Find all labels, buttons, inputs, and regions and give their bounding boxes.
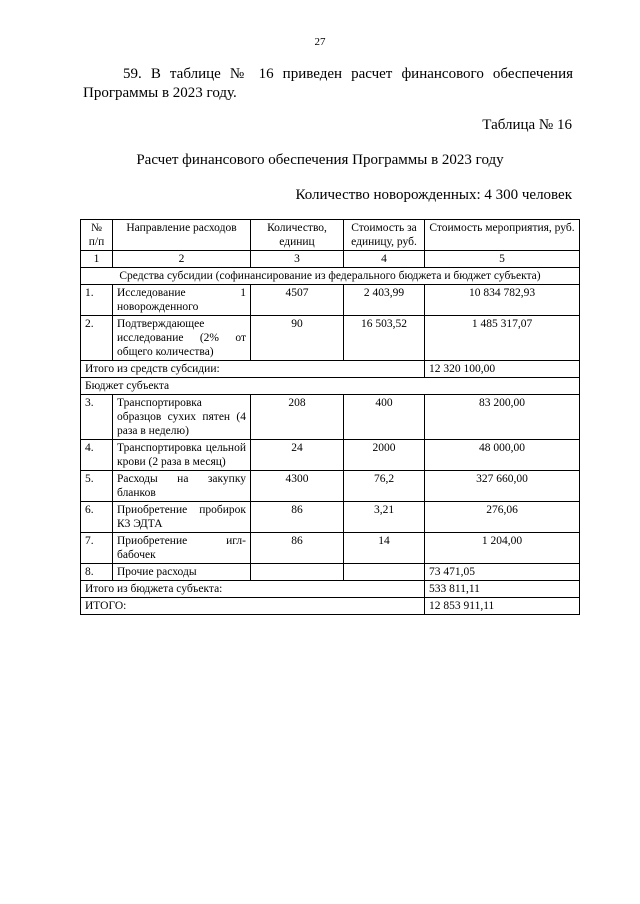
total-cost: 1 485 317,07 [425,316,580,361]
section-budget: Бюджет субъекта [81,378,580,395]
intro-paragraph: 59. В таблице № 16 приведен расчет финансового обеспечения Программы в 2023 году. [83,66,573,101]
total-cost: 276,06 [425,502,580,533]
quantity: 208 [251,395,344,440]
unit-cost: 16 503,52 [344,316,425,361]
section-row [81,378,580,395]
unit-cost: 400 [344,395,425,440]
row-number: 6. [81,502,113,533]
grand-total-row [81,598,580,615]
total-cost: 10 834 782,93 [425,285,580,316]
expense-name: Исследование 1 новорожденного [113,285,251,316]
budget-total-label: Итого из бюджета субъекта: [81,581,425,598]
quantity: 4300 [251,471,344,502]
expense-name: Расходы на закупку бланков [113,471,251,502]
row-number: 7. [81,533,113,564]
total-cost: 1 204,00 [425,533,580,564]
table-row [81,316,580,361]
header-cell: Стоимость мероприятия, руб. [425,220,580,251]
table-title: Расчет финансового обеспечения Программы в 2023 году [136,152,504,168]
unit-cost: 2 403,99 [344,285,425,316]
header-row [81,220,580,251]
table-row [81,285,580,316]
expense-name: Подтверждающее исследование (2% от общего количества) [113,316,251,361]
subtotal-row [81,361,580,378]
total-cost: 327 660,00 [425,471,580,502]
table-row [81,533,580,564]
header-cell: Стоимость за единицу, руб. [344,220,425,251]
row-number: 1. [81,285,113,316]
column-number: 2 [113,251,251,268]
header-cell: Количество, единиц [251,220,344,251]
quantity: 24 [251,440,344,471]
newborns-count: Количество новорожденных: 4 300 человек [295,187,572,203]
table-row [81,564,580,581]
quantity: 4507 [251,285,344,316]
section-row [81,268,580,285]
expense-name: Приобретение пробирок К3 ЭДТА [113,502,251,533]
unit-cost [344,564,425,581]
section-subsidies: Средства субсидии (софинансирование из федерального бюджета и бюджет субъекта) [81,268,580,285]
column-number: 3 [251,251,344,268]
table-row [81,395,580,440]
unit-cost: 3,21 [344,502,425,533]
row-number: 4. [81,440,113,471]
header-cell: Направление расходов [113,220,251,251]
row-number: 2. [81,316,113,361]
expense-name: Транспортировка цельной крови (2 раза в месяц) [113,440,251,471]
table-row [81,471,580,502]
total-cost: 48 000,00 [425,440,580,471]
expense-name: Прочие расходы [113,564,251,581]
row-number: 5. [81,471,113,502]
subsidy-total-label: Итого из средств субсидии: [81,361,425,378]
expense-name: Транспортировка образцов сухих пятен (4 раза в неделю) [113,395,251,440]
column-number-row [81,251,580,268]
row-number: 8. [81,564,113,581]
column-number: 1 [81,251,113,268]
grand-total-value: 12 853 911,11 [425,598,580,615]
financing-table [80,219,580,615]
column-number: 4 [344,251,425,268]
row-number: 3. [81,395,113,440]
header-cell: № п/п [81,220,113,251]
column-number: 5 [425,251,580,268]
quantity: 86 [251,533,344,564]
grand-total-label: ИТОГО: [81,598,425,615]
table-label: Таблица № 16 [482,117,572,133]
expense-name: Приобретение игл-бабочек [113,533,251,564]
table-row [81,502,580,533]
quantity [251,564,344,581]
unit-cost: 2000 [344,440,425,471]
total-cost: 83 200,00 [425,395,580,440]
quantity: 86 [251,502,344,533]
table-row [81,440,580,471]
unit-cost: 76,2 [344,471,425,502]
quantity: 90 [251,316,344,361]
unit-cost: 14 [344,533,425,564]
page-number: 27 [314,36,326,48]
subsidy-total-value: 12 320 100,00 [425,361,580,378]
budget-total-value: 533 811,11 [425,581,580,598]
subtotal-row [81,581,580,598]
total-cost: 73 471,05 [425,564,580,581]
